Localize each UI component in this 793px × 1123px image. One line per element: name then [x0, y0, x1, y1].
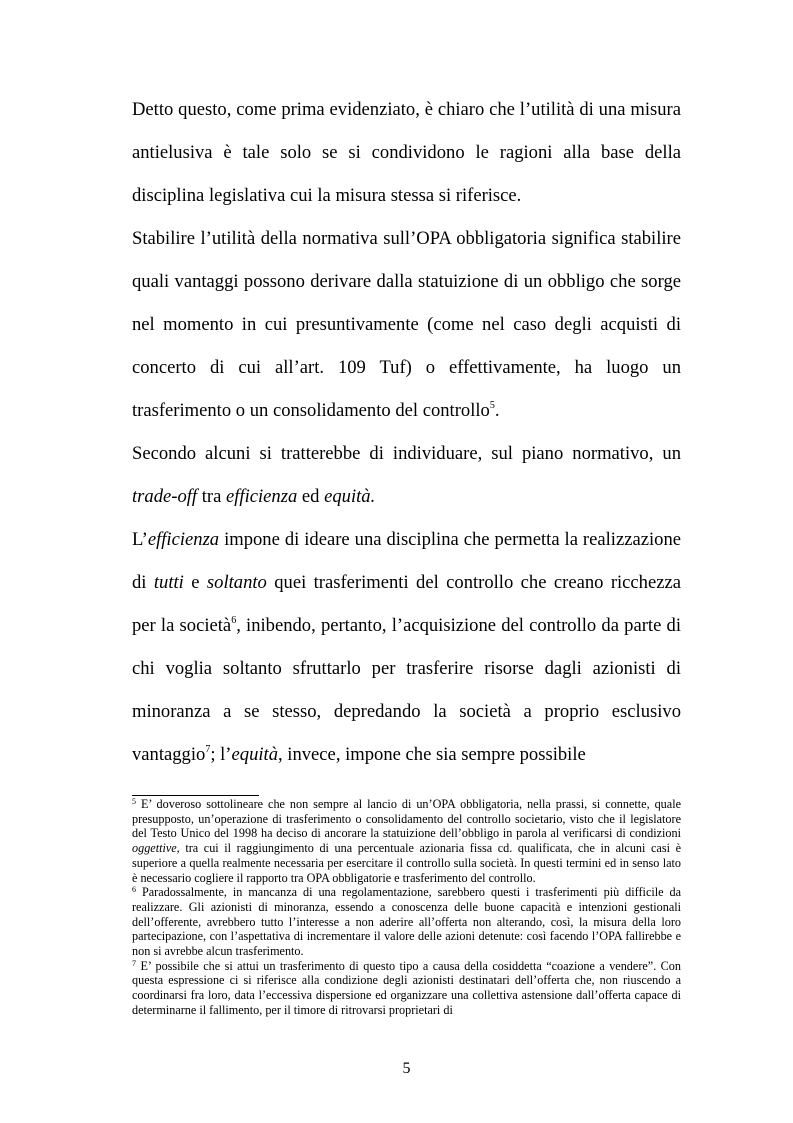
text-run: ed [297, 486, 325, 507]
document-page [132, 0, 681, 1123]
italic-text: soltanto [206, 572, 267, 593]
footnote-marker: 6 [231, 615, 237, 626]
text-run: Detto questo, come prima evidenziato, è chiaro che l’utilità di una misura antielusiva è tale solo se si condividono le ragioni alla base della disciplina legislativa cui la misura stessa si riferisce. [132, 99, 681, 206]
text-run: tra cui il raggiungimento di una percentuale azionaria fissa cd. qualificata, che in alcuni casi è superiore a quella realmente necessaria per esercitare il controllo sulla società. In questi termini ed in senso lato è necessario cogliere il rapporto tra OPA obbligatorie e trasferimento del controllo. [132, 841, 681, 885]
text-run: L’ [132, 529, 148, 550]
italic-text: efficienza [226, 486, 298, 507]
text-run: , inibendo, pertanto, l’acquisizione del controllo da parte di chi voglia soltanto sfruttarlo per trasferire risorse dagli azionisti di minoranza a se stesso, depredando la società a proprio esclusivo vantaggio [132, 615, 681, 765]
paragraph [132, 432, 681, 518]
text-run: E’ doveroso sottolineare che non sempre al lancio di un’OPA obbligatoria, nella prassi, si connette, quale presupposto, un’operazione di trasferimento o consolidamento del controllo societario, visto che il legislatore del Testo Unico del 1998 ha deciso di ancorare la statuizione dell’obbligo in parola al verificarsi di condizioni [132, 797, 681, 841]
footnote-marker: 5 [132, 797, 136, 806]
footnote-marker: 5 [489, 400, 495, 411]
italic-text: oggettive, [132, 841, 180, 856]
italic-text: equità. [324, 486, 376, 507]
text-run: , invece, impone che sia sempre possibile [278, 744, 586, 765]
text-run: quei trasferimenti del controllo che creano ricchezza per la società [132, 572, 681, 636]
text-run: e [183, 572, 207, 593]
text-run: Stabilire l’utilità della normativa sull’OPA obbligatoria significa stabilire quali vantaggi possono derivare dalla statuizione di un obbligo che sorge nel momento in cui presuntivamente (come nel caso degli acquisti di concerto di cui all’art. 109 Tuf) o effettivamente, ha luogo un trasferimento o un consolidamento del controllo [132, 228, 681, 421]
paragraph [132, 88, 681, 217]
footnote [132, 959, 681, 1018]
italic-text: trade-off [132, 486, 198, 507]
text-run: E’ possibile che si attui un trasferimento di questo tipo a causa della cosiddetta “coazione a vendere”. Con questa espressione ci si riferisce alla condizione degli azionisti destinatari dell’offerta che, non riuscendo a coordinarsi fra loro, data l’eccessiva dispersione ed organizzare una collettiva astensione dall’offerta capace di determinarne il fallimento, per il timore di ritrovarsi proprietari di [132, 958, 681, 1017]
footnote [132, 797, 681, 885]
text-run: Secondo alcuni si tratterebbe di individuare, sul piano normativo, un [132, 443, 681, 464]
body-text [132, 88, 681, 776]
footnote [132, 885, 681, 959]
text-run: . [494, 400, 500, 421]
page-number: 5 [402, 1060, 411, 1077]
paragraph [132, 217, 681, 432]
text-run: ; l’ [210, 744, 232, 765]
text-run: impone di ideare una disciplina che permetta la realizzazione di [132, 529, 681, 593]
italic-text: equità [231, 744, 278, 765]
footnotes [132, 797, 681, 1018]
footnote-marker: 7 [132, 958, 136, 968]
italic-text: tutti [153, 572, 184, 593]
footnote-separator [132, 795, 259, 796]
footnote-marker: 7 [205, 744, 211, 755]
text-run: Paradossalmente, in mancanza di una regolamentazione, sarebbero questi i trasferimenti più difficile da realizzare. Gli azionisti di minoranza, essendo a conoscenza delle buone capacità e intenzioni gestionali dell’offerente, avrebbero tutto l’interesse a non aderire all’offerta non alterando, così, la misura della loro partecipazione, con l’aspettativa di incrementare il valore delle azioni detenute: così facendo l’OPA fallirebbe e non si avrebbe alcun trasferimento. [132, 885, 681, 959]
text-run: tra [197, 486, 226, 507]
paragraph [132, 518, 681, 776]
italic-text: efficienza [147, 529, 220, 550]
footnote-marker: 6 [132, 885, 136, 895]
